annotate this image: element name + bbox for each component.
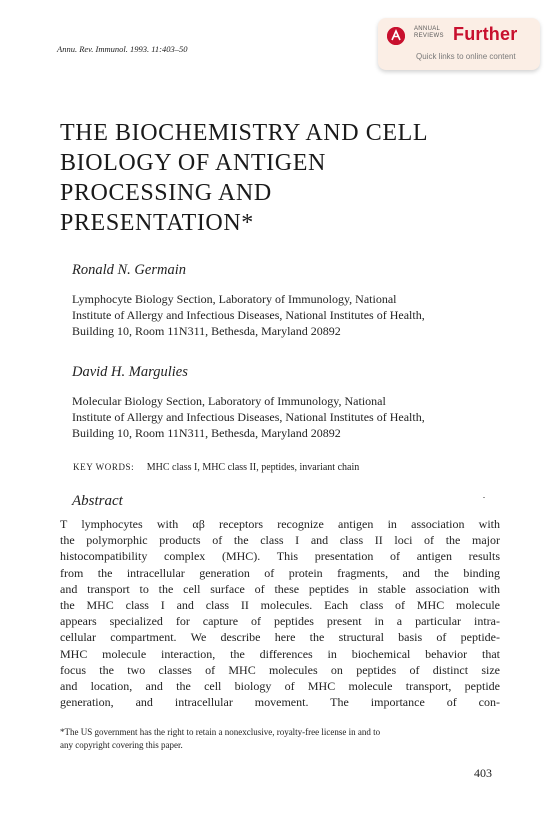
badge-brand xyxy=(414,26,444,40)
author-name: Ronald N. Germain xyxy=(72,262,186,278)
abstract-line: MHC molecule interaction, the differences in biochemical behavior that xyxy=(60,646,500,661)
abstract-line: appears specialized for capture of peptides present in a particular intra- xyxy=(60,614,500,629)
abstract-line: focus the two classes of MHC molecules on peptides of distinct size xyxy=(60,662,500,677)
footnote xyxy=(60,726,500,751)
badge-brand-line1: ANNUAL xyxy=(414,26,441,32)
affiliation-line: Institute of Allergy and Infectious Diseases, National Institutes of Health, xyxy=(72,308,425,322)
badge-subtitle[interactable]: Quick links to online content xyxy=(416,52,516,61)
abstract-body xyxy=(60,516,500,710)
abstract-line: generation, and intracellular movement. The importance of con- xyxy=(60,695,500,710)
abstract-line: from the intracellular generation of protein fragments, and the binding xyxy=(60,565,500,580)
abstract-line: and location, and the cell biology of MHC molecule transport, peptide xyxy=(60,678,500,693)
journal-citation: Annu. Rev. Immunol. 1993. 11:403–50 xyxy=(57,44,188,54)
abstract-line: T lymphocytes with αβ receptors recognize antigen in association with xyxy=(60,517,500,531)
title-line: BIOLOGY OF ANTIGEN xyxy=(60,150,326,176)
badge-further-label[interactable]: Further xyxy=(453,24,518,44)
page-number: 403 xyxy=(474,766,492,780)
badge-brand-line2: REVIEWS xyxy=(414,33,444,39)
scan-speck xyxy=(483,497,485,498)
abstract-line: the MHC class I and class II molecules. Each class of MHC molecule xyxy=(60,597,500,612)
keywords-value: MHC class I, MHC class II, peptides, invariant chain xyxy=(146,462,360,473)
title-line: THE BIOCHEMISTRY AND CELL xyxy=(60,120,429,146)
article-title xyxy=(60,118,500,238)
title-line: PROCESSING AND xyxy=(60,180,272,206)
author-affiliation xyxy=(72,291,512,339)
affiliation-line: Molecular Biology Section, Laboratory of Immunology, National xyxy=(72,394,386,408)
author-affiliation xyxy=(72,393,512,441)
annual-reviews-logo-icon xyxy=(387,27,405,45)
abstract-heading: Abstract xyxy=(72,493,123,509)
author-name: David H. Margulies xyxy=(72,364,188,380)
keywords xyxy=(73,462,359,473)
further-reading-badge[interactable] xyxy=(378,18,540,70)
footnote-line: any copyright covering this paper. xyxy=(60,739,183,750)
affiliation-line: Building 10, Room 11N311, Bethesda, Maryland 20892 xyxy=(72,426,341,440)
affiliation-line: Lymphocyte Biology Section, Laboratory of Immunology, National xyxy=(72,292,397,306)
abstract-line: histocompatibility complex (MHC). This presentation of antigen results xyxy=(60,549,500,564)
title-line: PRESENTATION* xyxy=(60,210,254,236)
abstract-line: and transport to the cell surface of these peptides in stable association with xyxy=(60,581,500,596)
affiliation-line: Building 10, Room 11N311, Bethesda, Maryland 20892 xyxy=(72,324,341,338)
footnote-line: *The US government has the right to retain a nonexclusive, royalty-free license in and to xyxy=(60,727,381,737)
abstract-line: the polymorphic products of the class I and class II loci of the major xyxy=(60,533,500,548)
keywords-label: KEY WORDS: xyxy=(73,462,135,472)
abstract-line: cellular compartment. We describe here the structural basis of peptide- xyxy=(60,630,500,645)
affiliation-line: Institute of Allergy and Infectious Diseases, National Institutes of Health, xyxy=(72,410,425,424)
